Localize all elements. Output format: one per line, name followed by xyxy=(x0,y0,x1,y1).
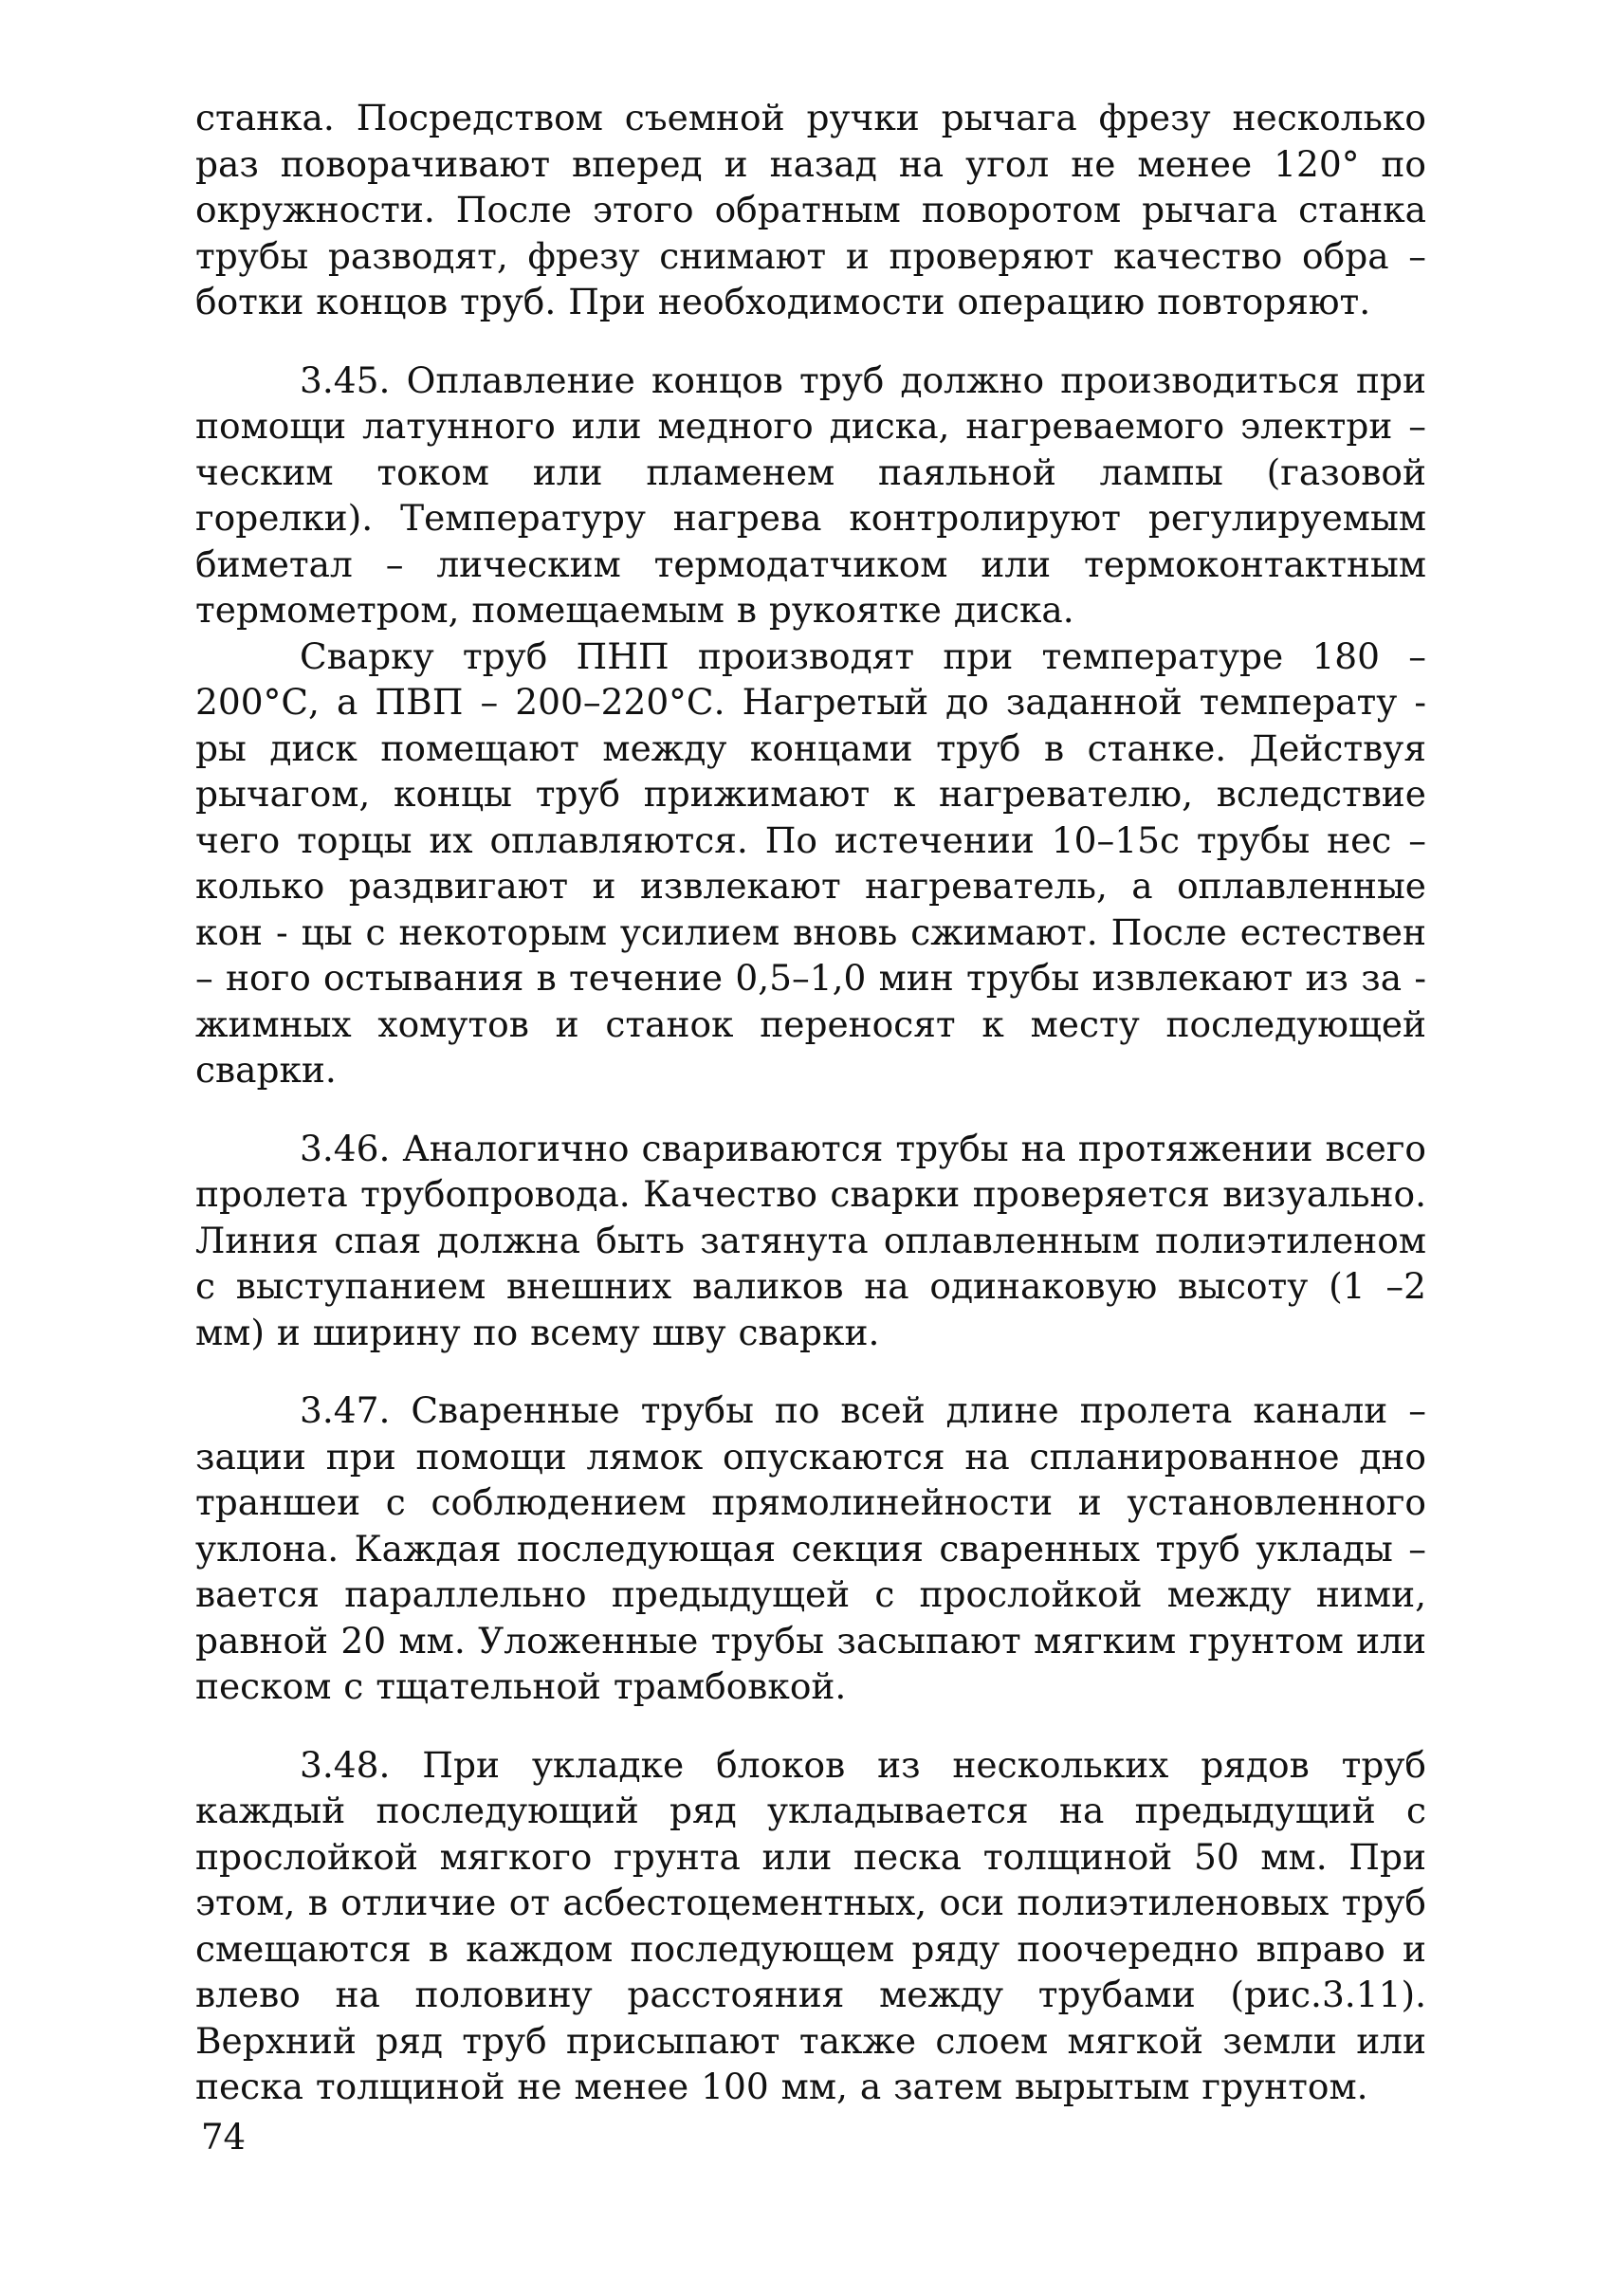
paragraph-3-48: 3.48. При укладке блоков из нескольких рядов труб каждый последующий ряд укладывается на предыдущий с прослойкой мягкого грунта или песка толщиной 50 мм. При этом, в отличие от асбестоцементных, оси полиэтиленовых труб смещаются в каждом последующем ряду поочередно вправо и влево на половину расстояния между трубами (рис.3.11). Верхний ряд труб присыпают также слоем мягкой земли или песка толщиной не менее 100 мм, а затем вырытым грунтом. xyxy=(195,1743,1426,2107)
paragraph-3-47: 3.47. Сваренные трубы по всей длине пролета канали – зации при помощи лямок опускаются на спланированное дно траншеи с соблюдением прямолинейности и установленного уклона. Каждая последующая секция сваренных труб уклады – вается параллельно предыдущей с прослойкой между ними, равной 20 мм. Уложенные трубы засыпают мягким грунтом или песком с тщательной трамбовкой. xyxy=(195,1389,1426,1707)
paragraph-continuation: станка. Посредством съемной ручки рычага фрезу несколько раз поворачивают вперед и назад на угол не менее 120° по окружности. После этого обратным поворотом рычага станка трубы разводят, фрезу снимают и проверяют качество обра – ботки концов труб. При необходимости операцию повторяют. xyxy=(195,97,1426,322)
page-body xyxy=(195,95,1426,2110)
paragraph-3-46: 3.46. Аналогично свариваются трубы на протяжении всего пролета трубопровода. Качество сварки проверяется визуально. Линия спая должна быть затянута оплавленным полиэтиленом с выступанием внешних валиков на одинаковую высоту (1 –2 мм) и ширину по всему шву сварки. xyxy=(195,1127,1426,1353)
page-number: 74 xyxy=(201,2117,247,2158)
paragraph-welding-temperature: Сварку труб ПНП производят при температуре 180 – 200°С, а ПВП – 200–220°С. Нагретый до заданной температу - ры диск помещают между концами труб в станке. Действуя рычагом, концы труб прижимают к нагревателю, вследствие чего торцы их оплавляются. По истечении 10–15с трубы нес – колько раздвигают и извлекают нагреватель, а оплавленные кон - цы с некоторым усилием вновь сжимают. После естествен – ного остывания в течение 0,5–1,0 мин трубы извлекают из за - жимных хомутов и станок переносят к месту последующей сварки. xyxy=(195,634,1426,1091)
paragraph-3-45: 3.45. Оплавление концов труб должно производиться при помощи латунного или медного диска, нагреваемого электри – ческим током или пламенем паяльной лампы (газовой горелки). Температуру нагрева контролируют регулируемым биметал – лическим термодатчиком или термоконтактным термометром, помещаемым в рукоятке диска. xyxy=(195,358,1426,631)
